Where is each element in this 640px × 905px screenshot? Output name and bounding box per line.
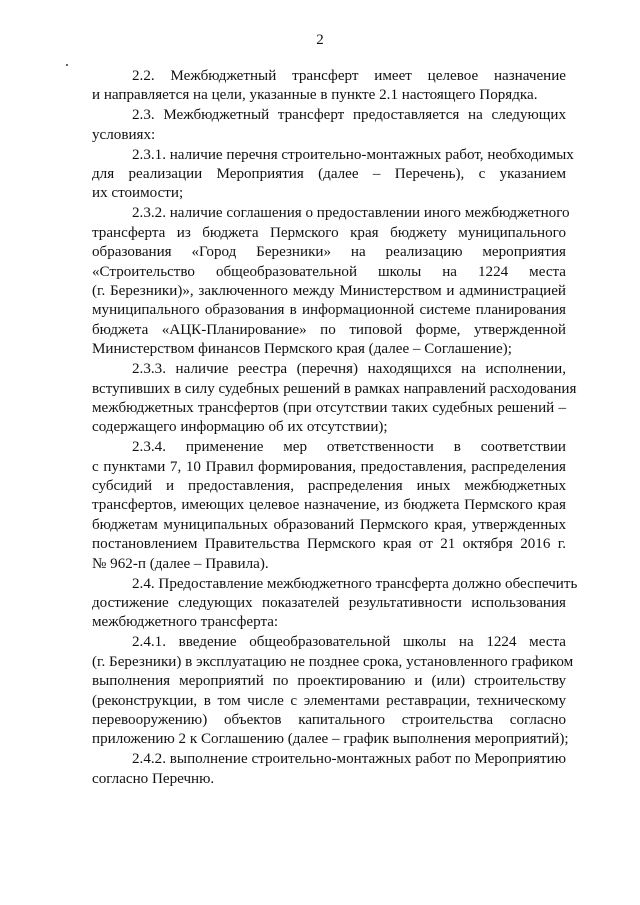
paragraph-p2-3-3	[92, 360, 577, 438]
scan-speck	[66, 64, 68, 66]
paragraph-p2-3-1	[92, 146, 574, 204]
text-line: межбюджетных трансфертов (при отсутствии таких судебных решений –	[92, 399, 566, 416]
text-line: содержащего информацию об их отсутствии);	[92, 419, 388, 436]
text-line: трансфертов, имеющих целевое назначение, из бюджета Пермского края	[92, 497, 566, 514]
paragraph-p2-3	[92, 106, 566, 145]
text-line: «Строительство общеобразовательной школы на 1224 места	[92, 263, 566, 280]
text-line: муниципального образования в информационной системе планирования	[92, 302, 566, 319]
text-line: достижение следующих показателей результативности использования	[92, 594, 566, 611]
text-line: условиях:	[92, 126, 156, 143]
text-line: субсидий и предоставления, распределения иных межбюджетных	[92, 478, 566, 495]
text-line: бюджета «АЦК-Планирование» по типовой форме, утвержденной	[92, 321, 566, 338]
paragraph-p2-4-2	[92, 750, 566, 789]
text-line: 2.4. Предоставление межбюджетного трансферта должно обеспечить	[132, 575, 578, 592]
text-line: № 962-п (далее – Правила).	[92, 555, 269, 572]
text-line: выполнения мероприятий по проектированию и (или) строительству	[92, 673, 566, 690]
text-line: вступивших в силу судебных решений в рамках направлений расходования	[92, 380, 577, 397]
text-line: 2.3.1. наличие перечня строительно-монтажных работ, необходимых	[132, 146, 574, 163]
paragraph-p2-4	[92, 575, 578, 633]
text-line: 2.3.3. наличие реестра (перечня) находящихся на исполнении,	[132, 361, 566, 378]
paragraph-p2-4-1	[92, 633, 574, 749]
text-line: (г. Березники) в эксплуатацию не позднее срока, установленного графиком	[92, 653, 574, 670]
text-line: (г. Березники)», заключенного между Министерством и администрацией	[92, 282, 566, 299]
document-body	[92, 67, 578, 790]
text-line: для реализации Мероприятия (далее – Перечень), с указанием	[92, 166, 566, 183]
text-line: приложению 2 к Соглашению (далее – график выполнения мероприятий);	[92, 731, 569, 748]
text-line: бюджетам муниципальных образований Пермского края, утвержденных	[92, 516, 566, 533]
text-line: Министерством финансов Пермского края (далее – Соглашение);	[92, 341, 512, 358]
text-line: 2.3. Межбюджетный трансферт предоставляется на следующих	[132, 107, 566, 124]
text-line: согласно Перечню.	[92, 770, 215, 787]
paragraph-p2-2	[92, 67, 566, 106]
paragraph-p2-3-2	[92, 204, 570, 359]
text-line: перевооружению) объектов капитального строительства согласно	[92, 711, 566, 728]
text-line: образования «Город Березники» на реализацию мероприятия	[92, 244, 566, 261]
text-line: межбюджетного трансферта:	[92, 614, 279, 631]
text-line: с пунктами 7, 10 Правил формирования, предоставления, распределения	[92, 458, 566, 475]
text-line: и направляется на цели, указанные в пункте 2.1 настоящего Порядка.	[92, 87, 538, 104]
text-line: 2.4.2. выполнение строительно-монтажных работ по Мероприятию	[132, 751, 566, 768]
text-line: постановлением Правительства Пермского края от 21 октября 2016 г.	[92, 536, 566, 553]
page-number: 2	[316, 32, 324, 48]
text-line: 2.2. Межбюджетный трансферт имеет целевое назначение	[132, 68, 566, 84]
text-line: 2.3.4. применение мер ответственности в соответствии	[132, 439, 566, 456]
text-line: 2.3.2. наличие соглашения о предоставлении иного межбюджетного	[132, 205, 570, 222]
text-line: (реконструкции, в том числе с элементами реставрации, техническому	[92, 692, 566, 709]
paragraph-p2-3-4	[92, 438, 566, 574]
text-line: 2.4.1. введение общеобразовательной школы на 1224 места	[132, 634, 566, 651]
text-line: трансферта из бюджета Пермского края бюджету муниципального	[92, 224, 566, 241]
text-line: их стоимости;	[92, 185, 184, 202]
